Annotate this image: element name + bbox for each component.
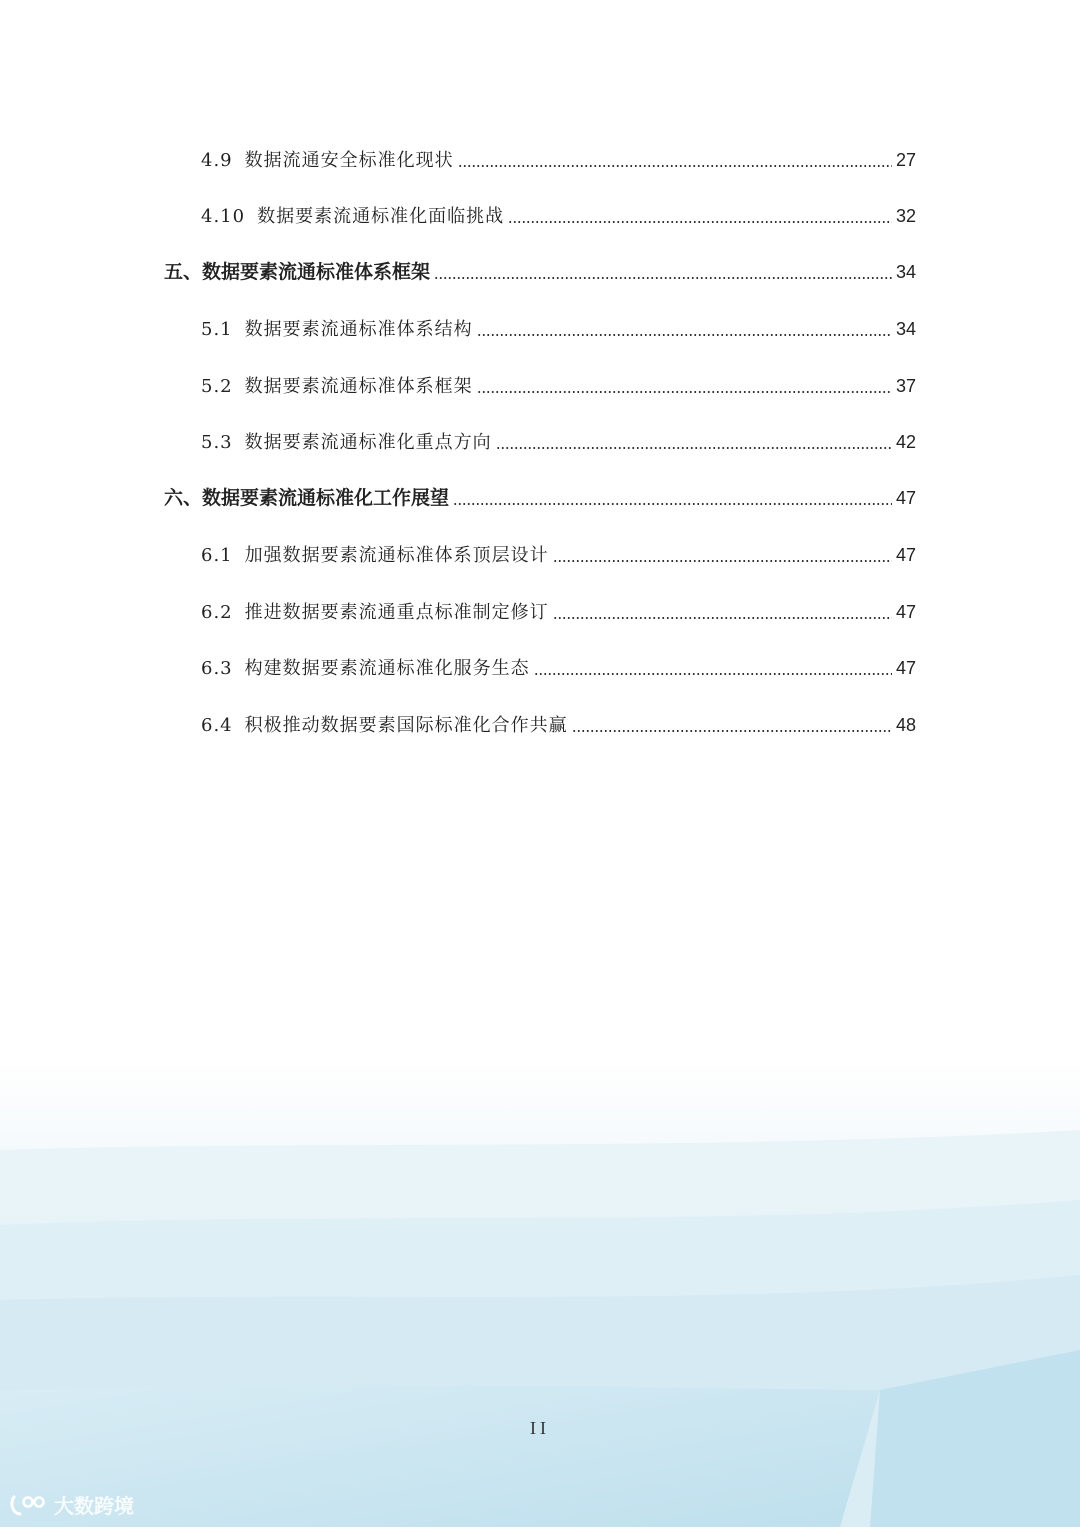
toc-number: 6.2 bbox=[201, 602, 233, 623]
dot-leader bbox=[477, 323, 892, 337]
toc-page: 34 bbox=[895, 262, 916, 282]
toc-page: 48 bbox=[895, 715, 916, 735]
toc-title: 数据要素流通标准体系框架 bbox=[244, 376, 473, 397]
toc-title: 数据要素流通标准化工作展望 bbox=[202, 487, 450, 509]
table-of-contents bbox=[0, 0, 1080, 760]
toc-entry[interactable] bbox=[201, 370, 916, 402]
toc-entry[interactable] bbox=[201, 709, 916, 741]
dot-leader bbox=[508, 210, 892, 224]
toc-page: 27 bbox=[895, 150, 916, 170]
toc-title: 数据流通安全标准化现状 bbox=[244, 150, 454, 171]
toc-title: 数据要素流通标准体系框架 bbox=[202, 261, 431, 283]
page-number: II bbox=[530, 1418, 550, 1438]
dot-leader bbox=[453, 492, 892, 506]
toc-title: 数据要素流通标准化面临挑战 bbox=[257, 206, 505, 227]
toc-title: 构建数据要素流通标准化服务生态 bbox=[244, 658, 530, 679]
toc-entry[interactable] bbox=[201, 652, 916, 684]
toc-page: 47 bbox=[895, 545, 916, 565]
toc-number: 六、 bbox=[164, 487, 203, 509]
toc-chapter[interactable] bbox=[164, 256, 916, 288]
toc-number: 5.3 bbox=[201, 432, 233, 453]
toc-entry[interactable] bbox=[201, 313, 916, 345]
toc-number: 6.3 bbox=[201, 658, 233, 679]
toc-entry[interactable] bbox=[201, 144, 916, 176]
toc-page: 47 bbox=[895, 658, 916, 678]
toc-title: 数据要素流通标准体系结构 bbox=[244, 319, 473, 340]
dot-leader bbox=[434, 266, 892, 280]
toc-entry[interactable] bbox=[201, 596, 916, 628]
toc-title: 数据要素流通标准化重点方向 bbox=[244, 432, 492, 453]
dot-leader bbox=[458, 154, 892, 168]
dot-leader bbox=[553, 549, 892, 563]
toc-number: 4.9 bbox=[201, 150, 233, 171]
toc-number: 6.4 bbox=[201, 715, 233, 736]
dot-leader bbox=[553, 606, 892, 620]
watermark-text: 大数跨境 bbox=[54, 1494, 134, 1518]
dot-leader bbox=[477, 380, 892, 394]
watermark bbox=[10, 1490, 134, 1519]
dot-leader bbox=[496, 436, 892, 450]
toc-title: 加强数据要素流通标准体系顶层设计 bbox=[244, 545, 549, 566]
toc-page: 34 bbox=[895, 319, 916, 339]
toc-page: 42 bbox=[895, 432, 916, 452]
footer-wave-background bbox=[0, 1060, 1080, 1527]
dot-leader bbox=[534, 662, 892, 676]
watermark-logo-icon bbox=[10, 1493, 50, 1517]
toc-entry[interactable] bbox=[201, 539, 916, 571]
toc-page: 37 bbox=[895, 376, 916, 396]
toc-number: 五、 bbox=[164, 261, 203, 283]
toc-entry[interactable] bbox=[201, 200, 916, 232]
toc-title: 积极推动数据要素国际标准化合作共赢 bbox=[244, 715, 568, 736]
toc-number: 4.10 bbox=[201, 206, 246, 227]
toc-page: 47 bbox=[895, 488, 916, 508]
toc-number: 5.2 bbox=[201, 376, 233, 397]
toc-page: 47 bbox=[895, 602, 916, 622]
toc-number: 6.1 bbox=[201, 545, 233, 566]
dot-leader bbox=[572, 719, 892, 733]
toc-entry[interactable] bbox=[201, 426, 916, 458]
toc-title: 推进数据要素流通重点标准制定修订 bbox=[244, 602, 549, 623]
toc-chapter[interactable] bbox=[164, 482, 916, 514]
toc-page: 32 bbox=[895, 206, 916, 226]
toc-number: 5.1 bbox=[201, 319, 233, 340]
